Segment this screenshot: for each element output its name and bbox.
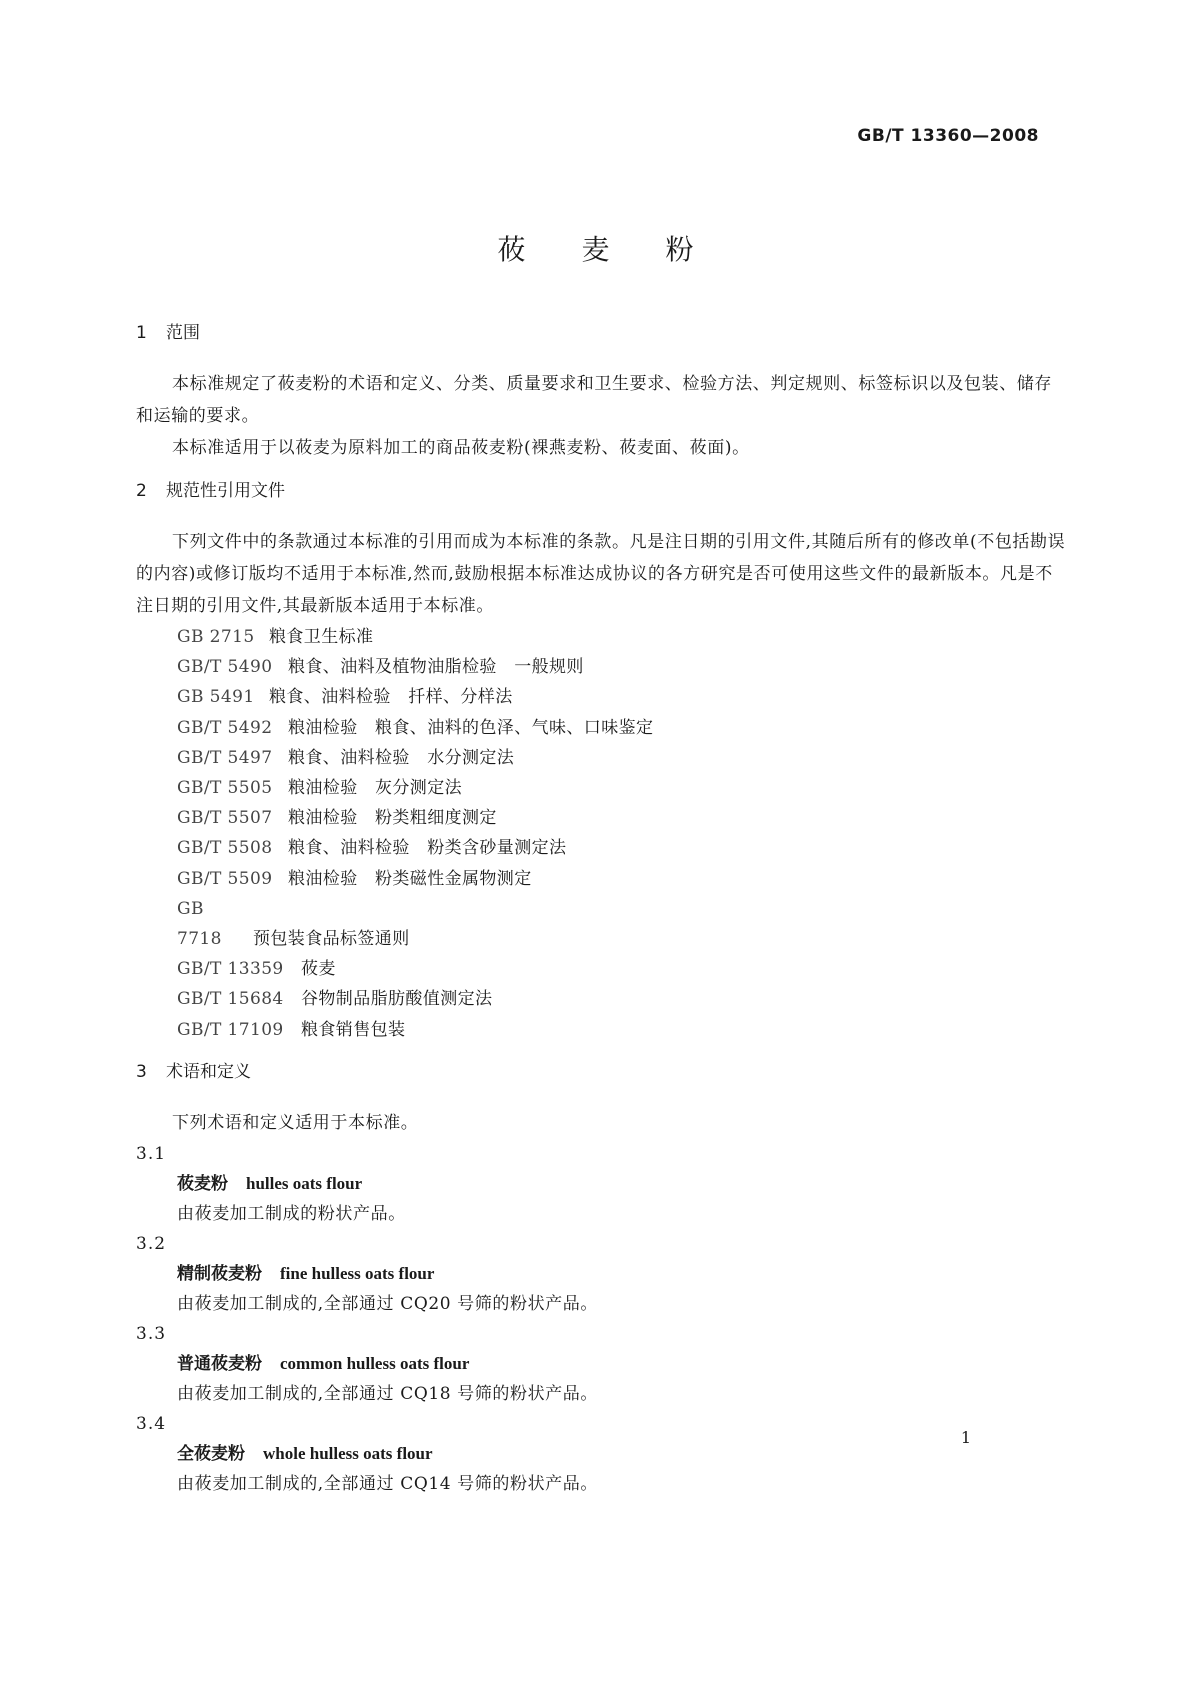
reference-item (136, 652, 1066, 682)
term-definition: 由莜麦加工制成的粉状产品。 (177, 1203, 406, 1224)
term-zh: 普通莜麦粉 (177, 1353, 262, 1374)
reference-title: 粮食、油料检验 水分测定法 (288, 747, 515, 768)
term-entry (136, 1409, 1066, 1499)
term-title (136, 1349, 1066, 1379)
term-zh: 全莜麦粉 (177, 1443, 245, 1464)
term-number: 3.4 (136, 1413, 167, 1434)
reference-title: 粮食销售包装 (301, 1019, 406, 1040)
scope-paragraph-2: 本标准适用于以莜麦为原料加工的商品莜麦粉(裸燕麦粉、莜麦面、莜面)。 (172, 438, 750, 458)
term-title (136, 1259, 1066, 1289)
reference-code: GB/T 5492 (177, 717, 273, 738)
term-definition: 由莜麦加工制成的,全部通过 CQ14 号筛的粉状产品。 (177, 1473, 598, 1494)
reference-title: 预包装食品标签通则 (253, 929, 410, 950)
reference-code: GB 2715 (177, 627, 255, 647)
reference-code: GB/T 5508 (177, 838, 273, 859)
reference-title: 莜麦 (301, 959, 336, 980)
reference-item (136, 682, 1066, 712)
term-title (136, 1439, 1066, 1469)
reference-item (136, 713, 1066, 743)
reference-title: 粮食、油料及植物油脂检验 一般规则 (288, 657, 584, 678)
reference-code: GB/T 5497 (177, 747, 273, 768)
standard-code: GB/T 13360—2008 (857, 126, 1039, 146)
reference-title: 粮食、油料检验 扦样、分样法 (269, 687, 513, 708)
reference-title: 粮油检验 粮食、油料的色泽、气味、口味鉴定 (288, 717, 654, 738)
section-number: 1 (136, 323, 147, 343)
reference-item (136, 803, 1066, 833)
reference-code: GB/T 5509 (177, 868, 273, 889)
document-title: 莜麦粉 (497, 233, 750, 266)
term-entry (136, 1139, 1066, 1229)
reference-code: GB/T 13359 (177, 959, 284, 980)
reference-title: 粮食卫生标准 (269, 627, 374, 647)
section-number: 3 (136, 1061, 147, 1082)
reference-title: 粮油检验 粉类粗细度测定 (288, 808, 497, 829)
references-paragraph: 下列文件中的条款通过本标准的引用而成为本标准的条款。凡是注日期的引用文件,其随后所有的修改单(不包括勘误的内容)或修订版均不适用于本标准,然而,鼓励根据本标准达成协议的各方研究是否可使用这些文件的最新版本。凡是不注日期的引用文件,其最新版本适用于本标准。 (136, 532, 1066, 616)
term-definition: 由莜麦加工制成的,全部通过 CQ18 号筛的粉状产品。 (177, 1383, 598, 1404)
term-entry (136, 1229, 1066, 1319)
section-2-heading (136, 480, 1066, 502)
section-title: 范围 (166, 323, 200, 343)
term-number: 3.3 (136, 1323, 167, 1344)
reference-code: GB/T 17109 (177, 1019, 284, 1040)
reference-item (136, 622, 1066, 652)
term-en: common hulless oats flour (280, 1353, 470, 1373)
reference-item (136, 954, 1066, 984)
reference-code: GB/T 5505 (177, 778, 273, 799)
term-entry (136, 1319, 1066, 1409)
page-number: 1 (960, 1428, 971, 1447)
reference-code: GB/T 5507 (177, 808, 273, 829)
scope-paragraph-1: 本标准规定了莜麦粉的术语和定义、分类、质量要求和卫生要求、检验方法、判定规则、标签标识以及包装、储存和运输的要求。 (136, 374, 1052, 426)
reference-item (136, 743, 1066, 773)
reference-item (136, 773, 1066, 803)
section-title: 术语和定义 (166, 1061, 251, 1082)
reference-title: 谷物制品脂肪酸值测定法 (301, 989, 493, 1010)
term-number: 3.2 (136, 1233, 167, 1254)
reference-item (136, 984, 1066, 1014)
reference-code: GB 7718 (177, 898, 222, 950)
reference-title: 粮油检验 灰分测定法 (288, 778, 462, 799)
term-title (136, 1169, 1066, 1199)
terms-intro: 下列术语和定义适用于本标准。 (172, 1112, 419, 1133)
term-zh: 莜麦粉 (177, 1173, 228, 1194)
reference-item (136, 1015, 1066, 1045)
term-zh: 精制莜麦粉 (177, 1263, 262, 1284)
term-en: whole hulless oats flour (263, 1443, 433, 1463)
term-definition: 由莜麦加工制成的,全部通过 CQ20 号筛的粉状产品。 (177, 1293, 598, 1314)
reference-code: GB/T 15684 (177, 989, 284, 1010)
reference-item (136, 894, 1066, 954)
reference-item (136, 864, 1066, 894)
term-en: fine hulless oats flour (280, 1263, 435, 1283)
section-3-heading (136, 1061, 1066, 1083)
section-number: 2 (136, 481, 147, 501)
term-number: 3.1 (136, 1143, 167, 1164)
section-1-heading (136, 322, 1066, 344)
reference-code: GB 5491 (177, 687, 255, 708)
reference-title: 粮油检验 粉类磁性金属物测定 (288, 868, 532, 889)
reference-list (136, 622, 1066, 1045)
document-body (136, 322, 1066, 1499)
term-en: hulles oats flour (246, 1173, 363, 1193)
reference-code: GB/T 5490 (177, 657, 273, 678)
reference-item (136, 833, 1066, 863)
section-title: 规范性引用文件 (166, 481, 285, 501)
reference-title: 粮食、油料检验 粉类含砂量测定法 (288, 838, 567, 859)
